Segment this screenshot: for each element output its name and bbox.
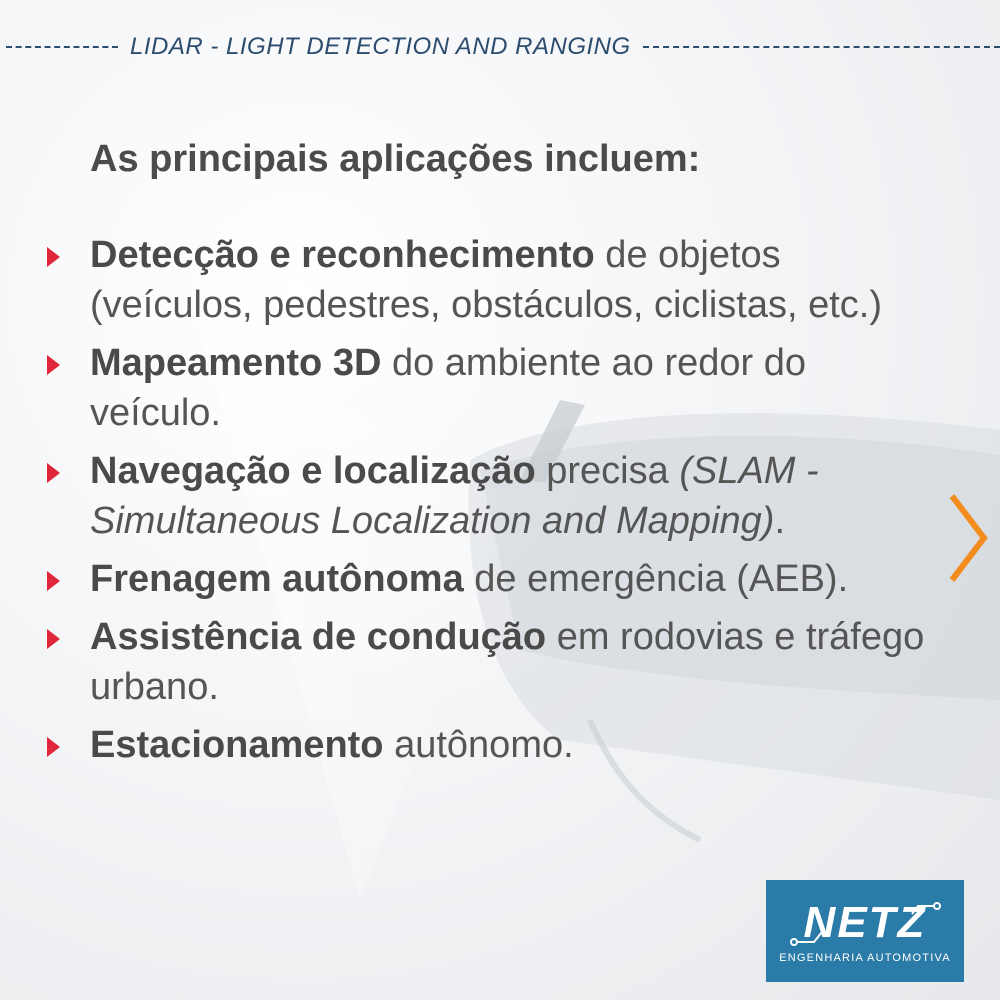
list-item — [0, 230, 1000, 330]
bullet-icon — [47, 629, 60, 649]
intro-heading: As principais aplicações incluem: — [90, 138, 701, 180]
item-text: em rodovias e tráfego urbano. — [90, 616, 925, 708]
bullet-icon — [47, 247, 60, 267]
header-dash-right — [643, 46, 1000, 48]
item-bold: Frenagem autônoma — [90, 558, 464, 600]
bullet-icon — [47, 737, 60, 757]
bullet-icon — [47, 571, 60, 591]
item-text: do ambiente ao redor do veículo. — [90, 342, 807, 434]
list-item — [0, 554, 1000, 604]
netz-logo — [766, 880, 964, 982]
header — [0, 30, 1000, 64]
circuit-lines-icon — [766, 880, 964, 982]
bullet-icon — [47, 463, 60, 483]
item-text: autônomo. — [383, 724, 574, 766]
header-title: LIDAR - LIGHT DETECTION AND RANGING — [130, 33, 631, 60]
list-item — [0, 338, 1000, 438]
bullet-icon — [47, 355, 60, 375]
header-dash-left — [6, 46, 118, 48]
item-text: precisa — [535, 450, 680, 492]
item-bold: Navegação e localização — [90, 450, 536, 492]
chevron-right-icon[interactable] — [944, 490, 990, 586]
list-item — [0, 446, 1000, 546]
item-text: de objetos (veículos, pedestres, obstáculos, ciclistas, etc.) — [90, 234, 882, 326]
applications-list — [0, 230, 1000, 778]
item-bold: Mapeamento 3D — [90, 342, 382, 384]
item-italic: (SLAM - Simultaneous Localization and Mapping) — [90, 450, 819, 542]
item-bold: Estacionamento — [90, 724, 384, 766]
logo-subtitle: ENGENHARIA AUTOMOTIVA — [779, 952, 951, 964]
list-item — [0, 720, 1000, 770]
item-text: de emergência (AEB). — [463, 558, 849, 600]
item-tail: . — [774, 500, 785, 542]
item-bold: Assistência de condução — [90, 616, 547, 658]
list-item — [0, 612, 1000, 712]
logo-wordmark: NETZ — [803, 898, 927, 947]
item-bold: Detecção e reconhecimento — [90, 234, 595, 276]
